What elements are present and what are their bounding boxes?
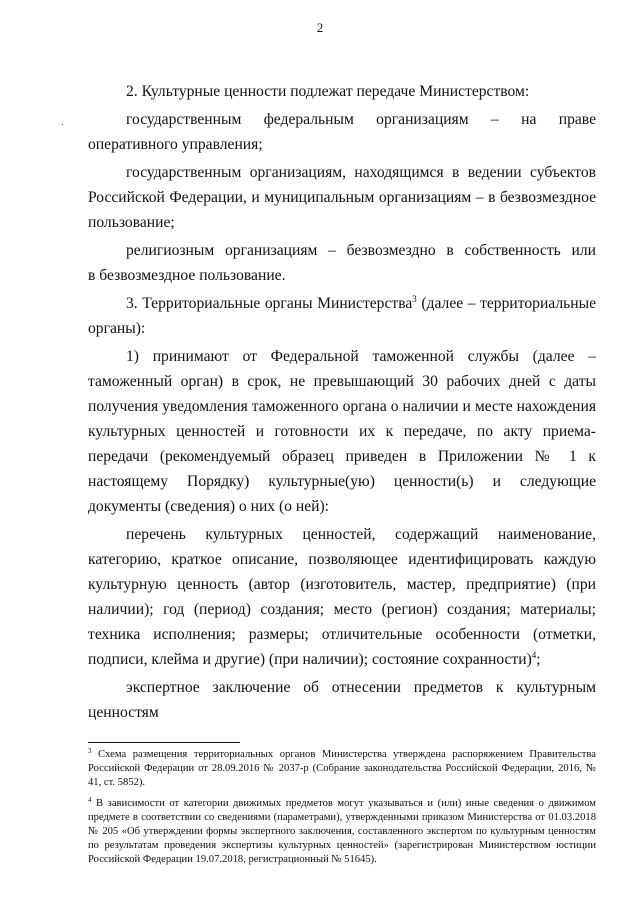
paragraph-federal-organizations: государственным федеральным организациям – на праве оперативного управления; xyxy=(88,111,596,153)
paragraph-item-3 xyxy=(88,291,596,341)
footnote-4-text: В зависимости от категории движимых предметов могут указываться и (или) иные сведения о движимом предмете в соответствии со сведениями (параметрами), утвержденными приказом Министерства от 01.03.2018 № 205 «Об утверждении формы экспертного заключения, составленного экспертом по культурным ценностям по результатам проведения экспертизы культурных ценностей» (зарегистрирован Министерством юстиции Российской Федерации 19.07.2018, регистрационный № 51645). xyxy=(88,797,596,866)
page-number: 2 xyxy=(316,20,324,35)
paragraph-state-municipal-organizations: государственным организациям, находящимся в ведении субъектов Российской Федерации, и муниципальным организациям – в безвозмездное пользование; xyxy=(88,164,596,231)
footnote-3-mark: 3 xyxy=(88,747,92,755)
footnote-4 xyxy=(88,797,596,868)
footnote-3 xyxy=(88,748,596,791)
footnote-separator xyxy=(88,742,240,743)
paragraph-list-of-values-end: ; xyxy=(536,651,541,668)
paragraph-item-2: 2. Культурные ценности подлежат передаче Министерством: xyxy=(126,83,530,100)
paragraph-subitem-1: 1) принимают от Федеральной таможенной службы (далее – таможенный орган) в срок, не превышающий 30 рабочих дней с даты получения уведомления таможенного органа о наличии и месте нахождения культурных ценностей и готовности их к передаче, по акту приема-передачи (рекомендуемый образец приведен в Приложении № 1 к настоящему Порядку) культурные(ую) ценности(ь) и следующие документы (сведения) о них (о ней): xyxy=(88,348,596,515)
paragraph-item-3-text: 3. Территориальные органы Министерства xyxy=(126,295,413,312)
paragraph-item-3-text-cont: (далее – территориальные органы): xyxy=(88,295,596,337)
paragraph-expert-conclusion: экспертное заключение об отнесении предметов к культурным ценностям xyxy=(88,679,596,721)
footnote-ref-4: 4 xyxy=(531,650,537,660)
scan-speck xyxy=(62,124,63,125)
footnote-4-mark: 4 xyxy=(88,795,92,804)
paragraph-religious-organizations: религиозным организациям – безвозмездно в собственность или xyxy=(126,242,596,259)
paragraph-religious-organizations-cont: в безвозмездное пользование. xyxy=(88,267,286,284)
document-body xyxy=(88,79,596,728)
footnotes xyxy=(88,748,596,874)
paragraph-list-of-values-text: перечень культурных ценностей, содержащий наименование, категорию, краткое описание, позволяющее идентифицировать каждую культурную ценность (автор (изготовитель, мастер, предприятие) (при наличии); год (период) создания; место (регион) создания; материалы; техника исполнения; размеры; отличительные особенности (отметки, подписи, клейма и другие) (при наличии); состояние сохранности) xyxy=(88,526,596,668)
footnote-ref-3: 3 xyxy=(412,294,417,304)
paragraph-list-of-values xyxy=(88,522,596,672)
footnote-3-text: Схема размещения территориальных органов Министерства утверждена распоряжением Правительства Российской Федерации от 28.09.2016 № 2037-р (Собрание законодательства Российской Федерации, 2016, № 41, ст. 5852). xyxy=(88,749,596,789)
